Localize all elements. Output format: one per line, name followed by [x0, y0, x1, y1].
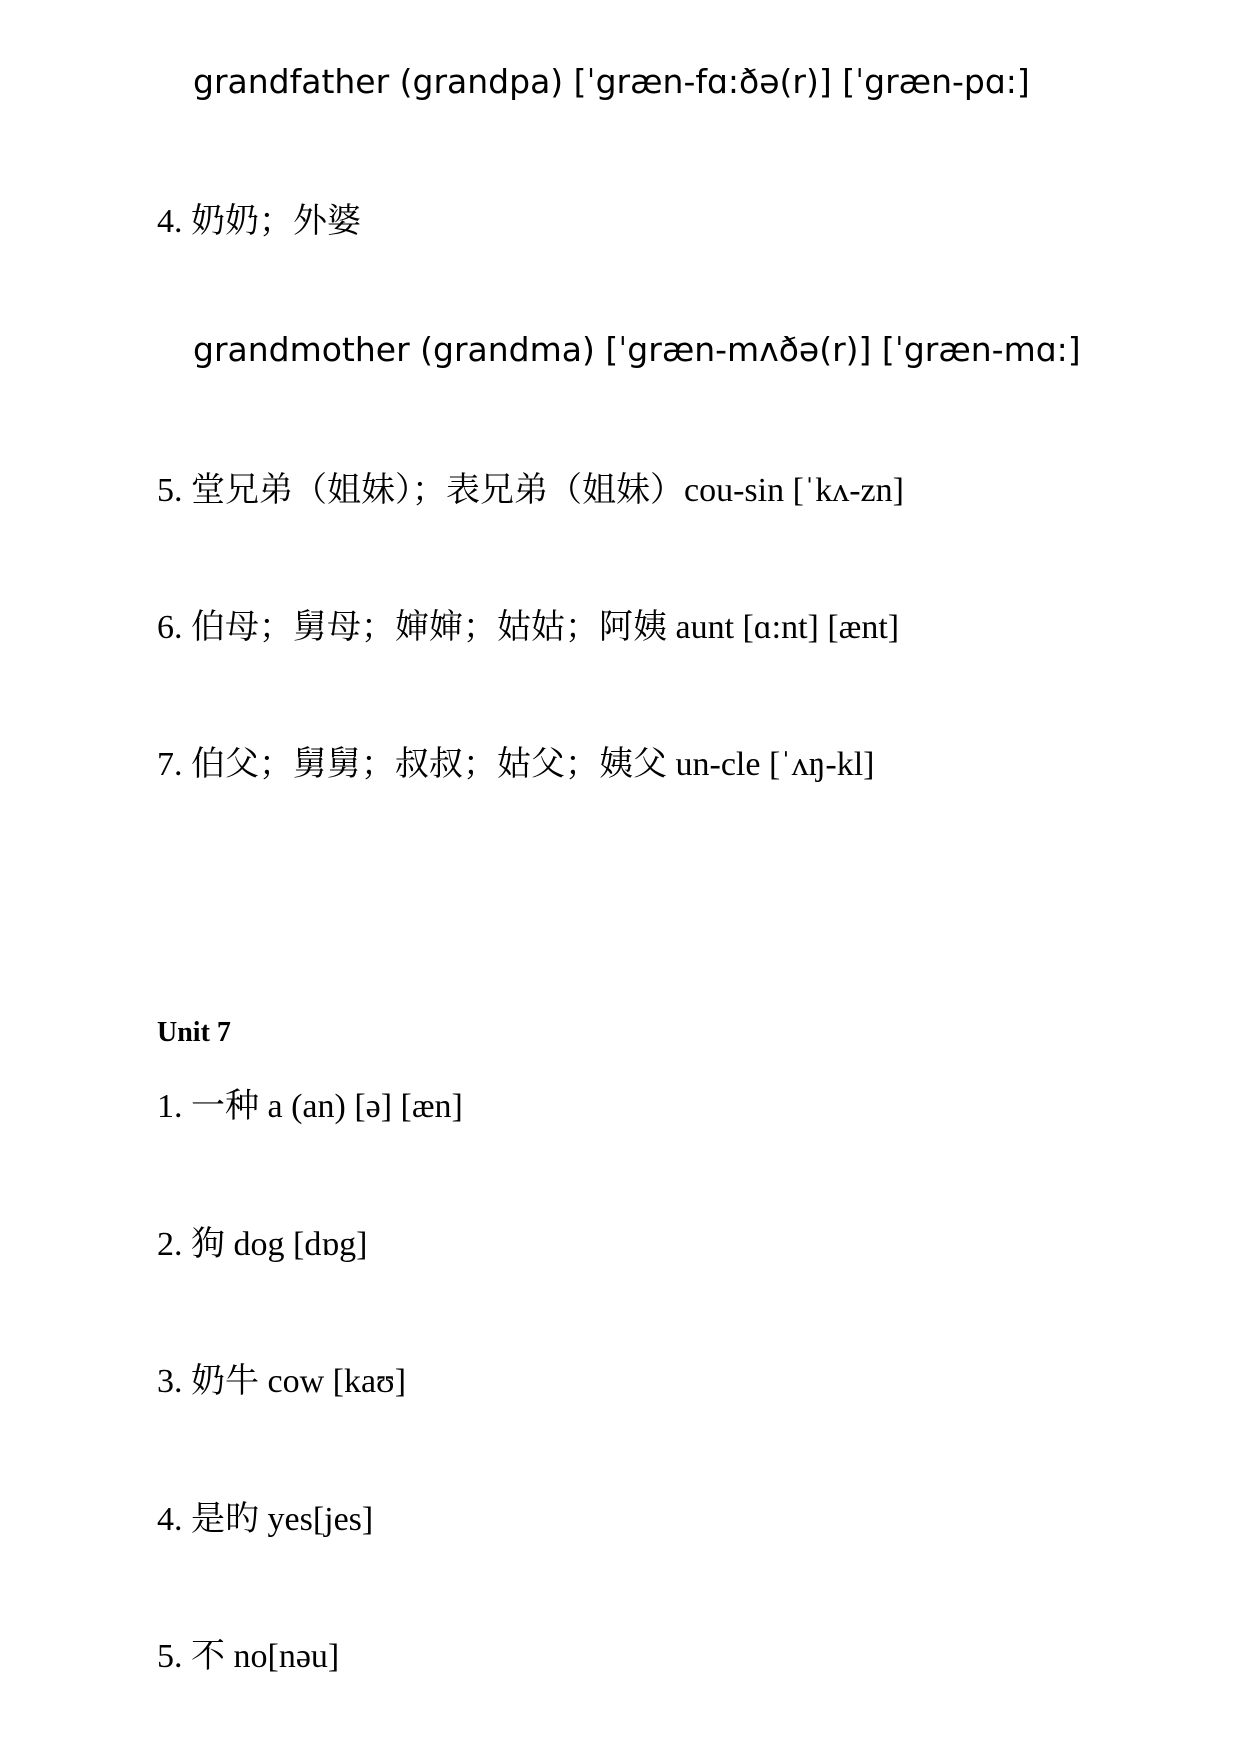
vocab-grandfather: grandfather (grandpa) [ˈgræn-fɑ:ðə(r)] [ˈgræn-pɑ:] [193, 62, 1030, 101]
vocab-item-6: 6. 伯母；舅母；婶婶；姑姑；阿姨 aunt [ɑ:nt] [ænt] [157, 609, 900, 646]
vocab-item-4: 4. 奶奶；外婆 [157, 203, 361, 240]
unit7-item-4: 4. 是旳 yes[jes] [157, 1501, 374, 1538]
vocab-item-7: 7. 伯父；舅舅；叔叔；姑父；姨父 un-cle [ˈʌŋ-kl] [157, 746, 875, 783]
unit7-item-3: 3. 奶牛 cow [kaʊ] [157, 1363, 407, 1400]
vocab-item-5: 5. 堂兄弟（姐妹）；表兄弟（姐妹）cou-sin [ˈkʌ-zn] [157, 472, 904, 509]
unit7-item-1: 1. 一种 a (an) [ə] [æn] [157, 1088, 463, 1125]
unit7-item-2: 2. 狗 dog [dɒg] [157, 1226, 368, 1263]
vocab-grandmother: grandmother (grandma) [ˈgræn-mʌðə(r)] [ˈgræn-mɑ:] [193, 330, 1081, 369]
unit-7-heading: Unit 7 [157, 1017, 231, 1048]
unit7-item-5: 5. 不 no[nəu] [157, 1638, 340, 1675]
